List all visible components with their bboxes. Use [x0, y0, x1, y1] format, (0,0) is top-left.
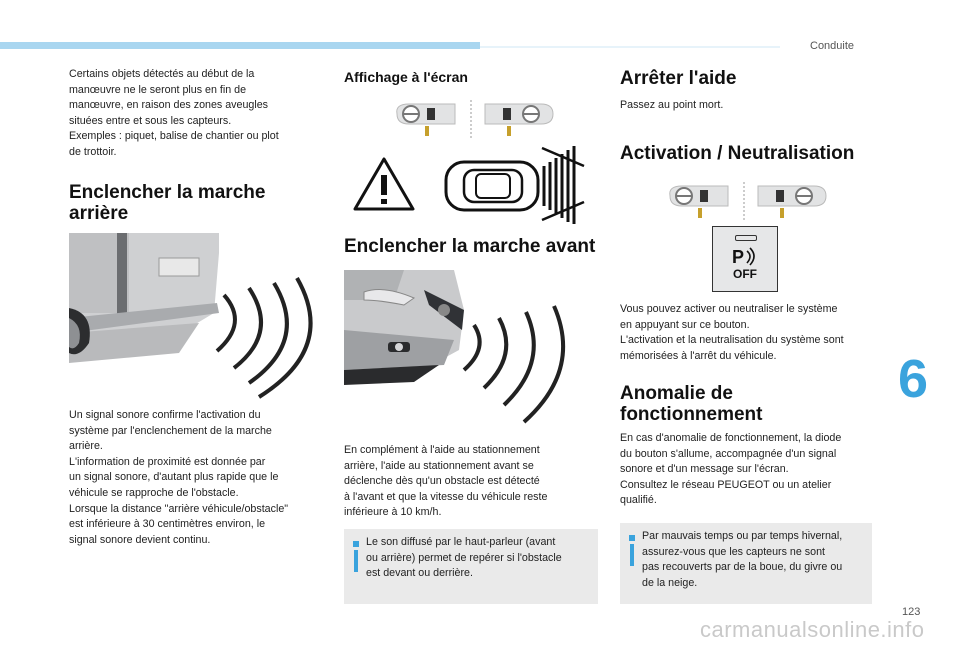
sound-info-box [344, 529, 598, 604]
header-accent-bar [0, 42, 480, 49]
weather-info-text: Par mauvais temps ou par temps hivernal, assurez-vous que les capteurs ne sont pas recouverts par de la boue, du givre ou de la neige. [642, 530, 843, 589]
button-led [735, 235, 757, 241]
stop-assist-title: Arrêter l'aide [620, 68, 737, 89]
activation-text: Vous pouvez activer ou neutraliser le système en appuyant sur ce bouton. L'activation et la neutralisation du système sont mémorisées à l'arrêt du véhicule. [620, 303, 844, 362]
forward-gear-text: En complément à l'aide au stationnement arrière, l'aide au stationnement avant se déclenche dès qu'un obstacle est détecté à l'avant et que la vitesse du véhicule reste inférieure à 10 km/h. [344, 444, 548, 519]
fault-title: Anomalie de fonctionnement [620, 383, 763, 425]
display-steering-controls-illustration [395, 98, 555, 142]
watermark: carmanualsonline.info [700, 617, 925, 642]
reverse-gear-title: Enclencher la marche arrière [69, 182, 266, 224]
park-assist-off-button[interactable] [712, 226, 778, 292]
chapter-number: 6 [897, 349, 929, 409]
weather-info-box [620, 523, 872, 604]
fault-text: En cas d'anomalie de fonctionnement, la diode du bouton s'allume, accompagnée d'un signal sonore et d'un message sur l'écran. Consultez le réseau PEUGEOT ou un atelier qualifié. [620, 432, 842, 507]
info-icon [352, 541, 360, 571]
sound-info-text: Le son diffusé par le haut-parleur (avant ou arrière) permet de repérer si l'obstacle est devant ou derrière. [366, 536, 562, 580]
button-off-label: OFF [733, 267, 757, 281]
svg-text:P: P [732, 247, 745, 267]
stop-assist-text: Passez au point mort. [620, 99, 724, 111]
park-sensor-p-icon [731, 245, 761, 267]
page-number: 123 [902, 606, 921, 618]
display-title: Affichage à l'écran [344, 69, 468, 85]
header-accent-fade [480, 46, 780, 48]
rear-sensor-illustration [69, 233, 323, 401]
forward-gear-title: Enclencher la marche avant [344, 236, 596, 257]
warning-triangle-icon [352, 156, 416, 212]
activation-title: Activation / Neutralisation [620, 143, 855, 164]
activation-steering-controls-illustration [668, 180, 828, 224]
intro-text: Certains objets détectés au début de la manœuvre ne le seront plus en fin de manœuvre, en raison des zones aveugles situées entre et sous les capteurs. Exemples : piquet, balise de chantier ou plot de trottoir. [69, 68, 279, 158]
info-icon [628, 535, 636, 565]
section-label: Conduite [810, 40, 855, 52]
front-sensor-illustration [344, 270, 599, 430]
reverse-gear-text: Un signal sonore confirme l'activation du système par l'enclenchement de la marche arrière. L'information de proximité est donnée par un signal sonore, d'autant plus rapide que le véhicule se rapproche de l'obstacle. Lorsque la distance "arrière véhicule/obstacle" est inférieure à 30 centimètres environ, le signal sonore devient continu. [69, 409, 289, 546]
car-top-view-sensors-illustration [442, 144, 588, 224]
